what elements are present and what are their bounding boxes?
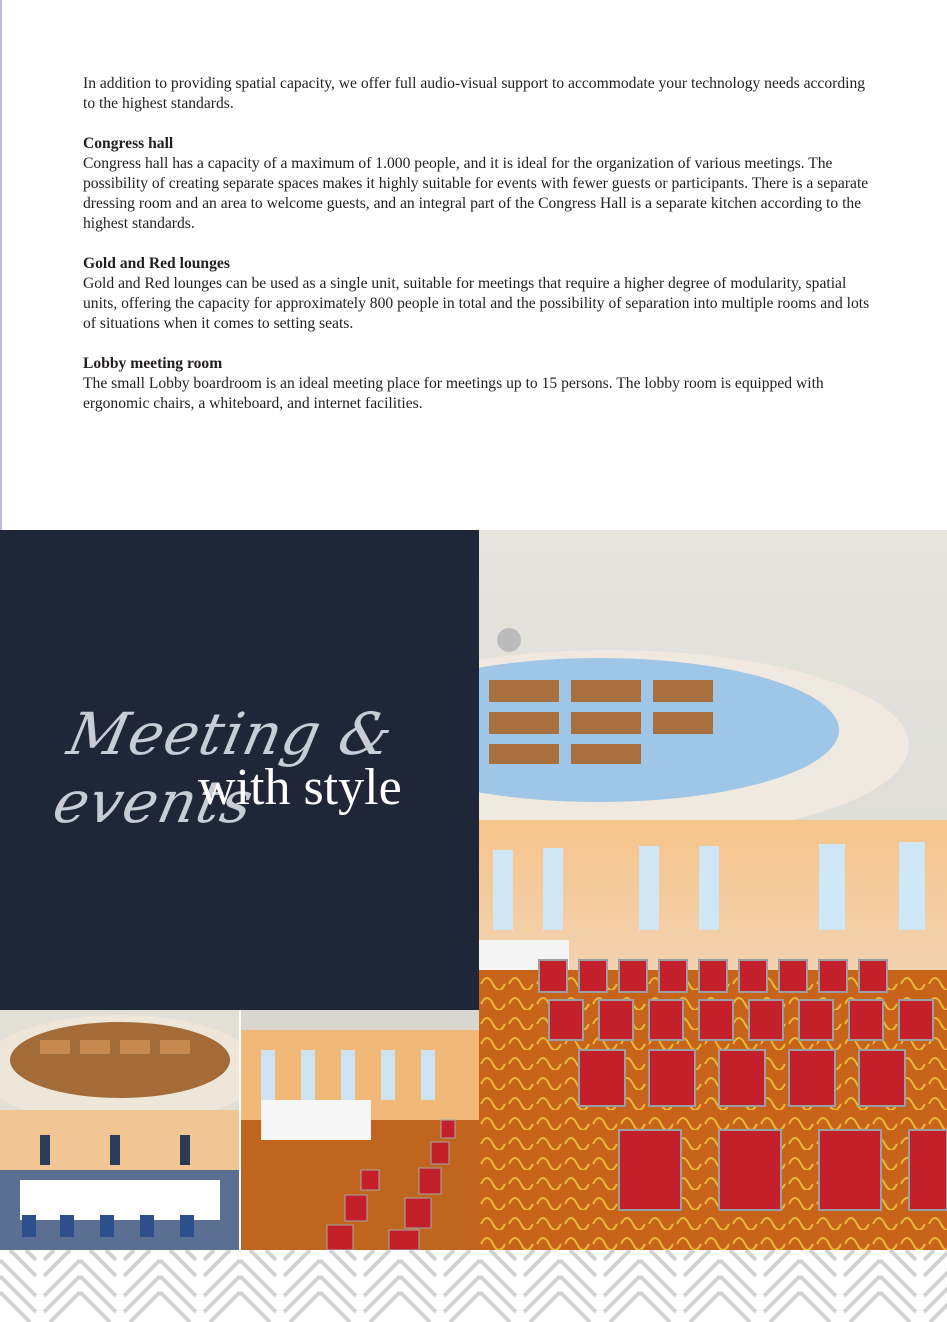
decorative-pattern-band: [0, 1250, 947, 1322]
lobby-meeting-room-heading: Lobby meeting room: [83, 355, 223, 372]
gold-red-lounges-body: Gold and Red lounges can be used as a single unit, suitable for meetings that require a higher degree of modularity, spatial units, offering the capacity for approximately 800 people in total and the possibility of separation into multiple rooms and lots of situations when it comes to setting seats.: [83, 275, 870, 332]
content-text: [83, 74, 873, 434]
congress-hall-heading: Congress hall: [83, 135, 174, 152]
boardroom-photo: [0, 1010, 239, 1250]
banner-serif-title: with style: [198, 759, 402, 816]
left-margin-rule: [0, 0, 2, 530]
congress-hall-body: Congress hall has a capacity of a maximum of 1.000 people, and it is ideal for the organization of various meetings. The possibility of creating separate spaces makes it highly suitable for events with fewer guests or participants. There is a separate dressing room and an area to welcome guests, and an integral part of the Congress Hall is a separate kitchen according to the highest standards.: [83, 155, 869, 232]
banner-script-title: Meeting & events: [47, 700, 400, 836]
conference-hall-photo: [479, 530, 947, 1250]
gold-red-lounges-heading: Gold and Red lounges: [83, 255, 230, 272]
intro-paragraph: In addition to providing spatial capacity, we offer full audio-visual support to accommodate your technology needs according to the highest standards.: [83, 75, 866, 112]
lobby-meeting-room-body: The small Lobby boardroom is an ideal meeting place for meetings up to 15 persons. The lobby room is equipped with ergonomic chairs, a whiteboard, and internet facilities.: [83, 375, 824, 412]
banner-panel: [0, 530, 479, 1010]
lounge-photo: [241, 1010, 479, 1250]
